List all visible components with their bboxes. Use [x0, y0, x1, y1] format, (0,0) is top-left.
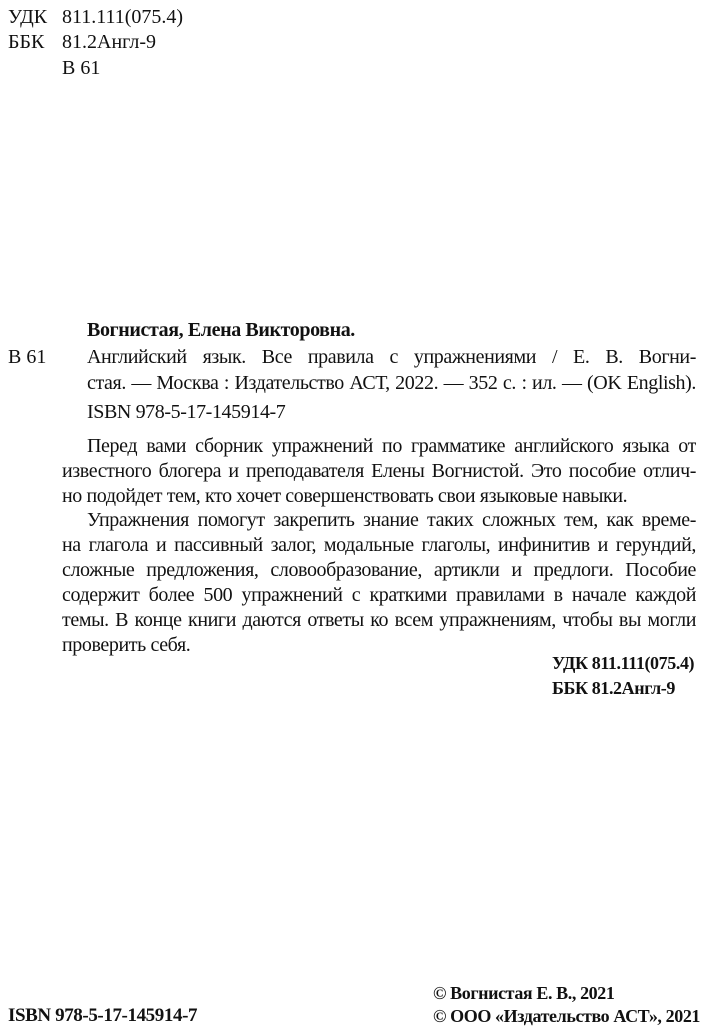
annotation-line: проверить себя. — [62, 634, 191, 656]
annotation-line: Упражнения помогут закрепить знание таких сложных тем, как време- — [87, 509, 696, 531]
record-line: стая. — Москва : Издательство АСТ, 2022. — 352 с. : ил. — (OK English). — [87, 372, 696, 394]
annotation-line: на глагола и пассивный залог, модальные глаголы, инфинитив и герундий, — [62, 534, 696, 556]
annotation-line: известного блогера и преподавателя Елены Вогнистой. Это пособие отлич- — [62, 460, 696, 482]
annotation-line: содержит более 500 упражнений с краткими правилами в начале каждой — [62, 584, 696, 606]
udk-label: УДК — [8, 6, 48, 28]
record-isbn: ISBN 978-5-17-145914-7 — [87, 401, 286, 423]
author-mark: В 61 — [62, 57, 101, 79]
bbk-label: ББК — [8, 31, 45, 53]
annotation-line: но подойдет тем, кто хочет совершенствовать свои языковые навыки. — [62, 485, 628, 507]
record-line: Английский язык. Все правила с упражнениями / Е. В. Вогни- — [87, 346, 696, 368]
udk-value: 811.111(075.4) — [62, 6, 184, 28]
author-name: Вогнистая, Елена Викторовна. — [87, 319, 355, 341]
udk-classification: УДК 811.111(075.4) — [552, 653, 695, 673]
annotation-line: Перед вами сборник упражнений по грамматике английского языка от — [87, 435, 696, 457]
copyright-author: © Вогнистая Е. В., 2021 — [433, 983, 615, 1003]
copyright-publisher: © ООО «Издательство АСТ», 2021 — [433, 1006, 701, 1026]
annotation-line: темы. В конце книги даются ответы ко всем упражнениям, чтобы вы могли — [62, 609, 696, 631]
bbk-classification: ББК 81.2Англ-9 — [552, 678, 675, 698]
annotation-line: сложные предложения, словообразование, артикли и предлоги. Пособие — [62, 559, 696, 581]
footer-isbn: ISBN 978-5-17-145914-7 — [8, 1005, 198, 1026]
bbk-value: 81.2Англ-9 — [62, 31, 156, 53]
record-author-mark: В 61 — [8, 346, 47, 368]
